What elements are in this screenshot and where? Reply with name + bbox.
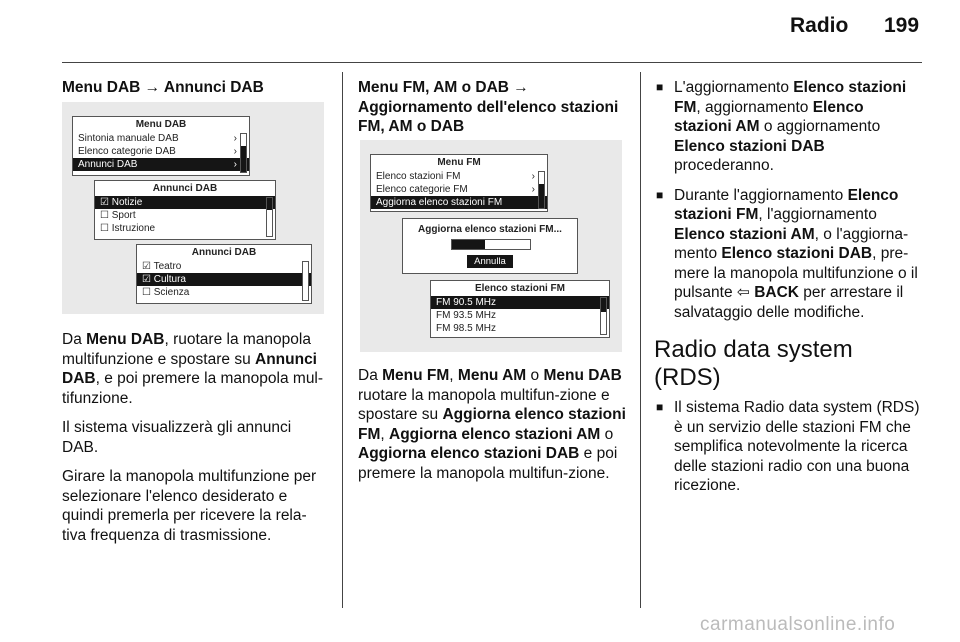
column-2-body xyxy=(358,366,626,493)
scrollbar xyxy=(538,171,545,209)
header-title: Radio xyxy=(790,14,849,37)
station-item: FM 93.5 MHz xyxy=(436,310,497,321)
menu-item-selected: Aggiorna elenco stazioni FM xyxy=(371,196,547,209)
figure-fm-update xyxy=(360,140,622,352)
paragraph: Girare la manopola multifunzione per selezionare l'elenco desiderato e quindi premerla per ricevere la rela-tiva frequenza di trasmissione. xyxy=(62,468,317,544)
bullet-item: ■ Durante l'aggiornamento Elenco stazioni FM, l'aggiornamento Elenco stazioni AM, o l'aggiorna-mento Elenco stazioni DAB, pre-mere la manopola multifunzione o il pulsante ⇦ BACK per arrestare il salvataggio delle modifiche. xyxy=(654,186,924,323)
menu-item: Sintonia manuale DAB › xyxy=(78,133,237,144)
footer-watermark: carmanualsonline.info xyxy=(700,614,896,635)
screen-title: Menu DAB xyxy=(135,119,187,130)
checkbox-item: ☑ Teatro xyxy=(142,261,182,272)
menu-item: Elenco categorie DAB › xyxy=(78,146,237,157)
scrollbar xyxy=(240,133,247,173)
screen-title: Aggiorna elenco stazioni FM... xyxy=(418,224,562,235)
scrollbar xyxy=(600,297,607,335)
scrollbar xyxy=(266,197,273,237)
column-divider-1 xyxy=(342,72,343,608)
chevron-right-icon: › xyxy=(233,146,237,157)
header-rule xyxy=(62,62,922,63)
column-1 xyxy=(62,78,326,98)
screen-title: Elenco stazioni FM xyxy=(474,283,565,294)
paragraph: Da Menu DAB, ruotare la manopola multifunzione e spostare su Annunci DAB, e poi premere la manopola mul-tifunzione. xyxy=(62,331,324,407)
chevron-right-icon: › xyxy=(233,133,237,144)
screen-menu-fm xyxy=(370,154,548,212)
section-heading-dab-announcements: Menu DAB → Annunci DAB xyxy=(62,79,264,96)
column-3 xyxy=(654,78,924,506)
cancel-button: Annulla xyxy=(467,255,513,268)
page-number: 199 xyxy=(884,14,920,37)
column-2 xyxy=(358,78,624,137)
screen-title: Menu FM xyxy=(437,157,481,168)
menu-item: Elenco stazioni FM › xyxy=(376,171,535,182)
menu-item: Elenco categorie FM › xyxy=(376,184,535,195)
bullet-item: ■ Il sistema Radio data system (RDS) è un servizio delle stazioni FM che semplifica notevolmente la ricerca delle stazioni radio con una buona ricezione. xyxy=(654,398,924,496)
screen-station-list xyxy=(430,280,610,338)
menu-item-selected: Annunci DAB › xyxy=(73,158,249,171)
progress-fill xyxy=(452,240,485,249)
screen-title: Annunci DAB xyxy=(152,183,218,194)
scrollbar xyxy=(302,261,309,301)
screen-annunci-dab-2 xyxy=(136,244,312,304)
chevron-right-icon: › xyxy=(531,171,535,182)
figure-dab-menu xyxy=(62,102,324,314)
screen-title: Annunci DAB xyxy=(191,247,257,258)
chevron-right-icon: › xyxy=(233,159,237,170)
progress-bar xyxy=(451,239,531,250)
section-heading-update-list: Menu FM, AM o DAB → Aggiornamento dell'elenco stazioni FM, AM o DAB xyxy=(358,79,619,135)
paragraph: Il sistema visualizzerà gli annunci DAB. xyxy=(62,419,292,456)
section-heading-rds: Radio data system (RDS) xyxy=(654,336,853,391)
station-item: FM 98.5 MHz xyxy=(436,323,497,334)
checkbox-item: ☐ Istruzione xyxy=(100,223,156,234)
station-item-selected: FM 90.5 MHz xyxy=(431,296,609,309)
checkbox-item-selected: ☑ Notizie xyxy=(95,196,275,209)
checkbox-item-selected: ☑ Cultura xyxy=(137,273,311,286)
bullet-item: ■ L'aggiornamento Elenco stazioni FM, aggiornamento Elenco stazioni AM o aggiornamento Elenco stazioni DAB procederanno. xyxy=(654,78,924,176)
screen-menu-dab xyxy=(72,116,250,176)
screen-annunci-dab-1 xyxy=(94,180,276,240)
paragraph: Da Menu FM, Menu AM o Menu DAB ruotare la manopola multifun-zione e spostare su Aggiorna elenco stazioni FM, Aggiorna elenco stazioni AM o Aggiorna elenco stazioni DAB e poi premere la manopola multifun-zione. xyxy=(358,367,626,482)
screen-update-progress xyxy=(402,218,578,274)
back-arrow-icon: ⇦ xyxy=(736,284,755,301)
column-divider-2 xyxy=(640,72,641,608)
column-1-body xyxy=(62,330,326,555)
checkbox-item: ☐ Scienza xyxy=(142,287,190,298)
checkbox-item: ☐ Sport xyxy=(100,210,136,221)
chevron-right-icon: › xyxy=(531,184,535,195)
